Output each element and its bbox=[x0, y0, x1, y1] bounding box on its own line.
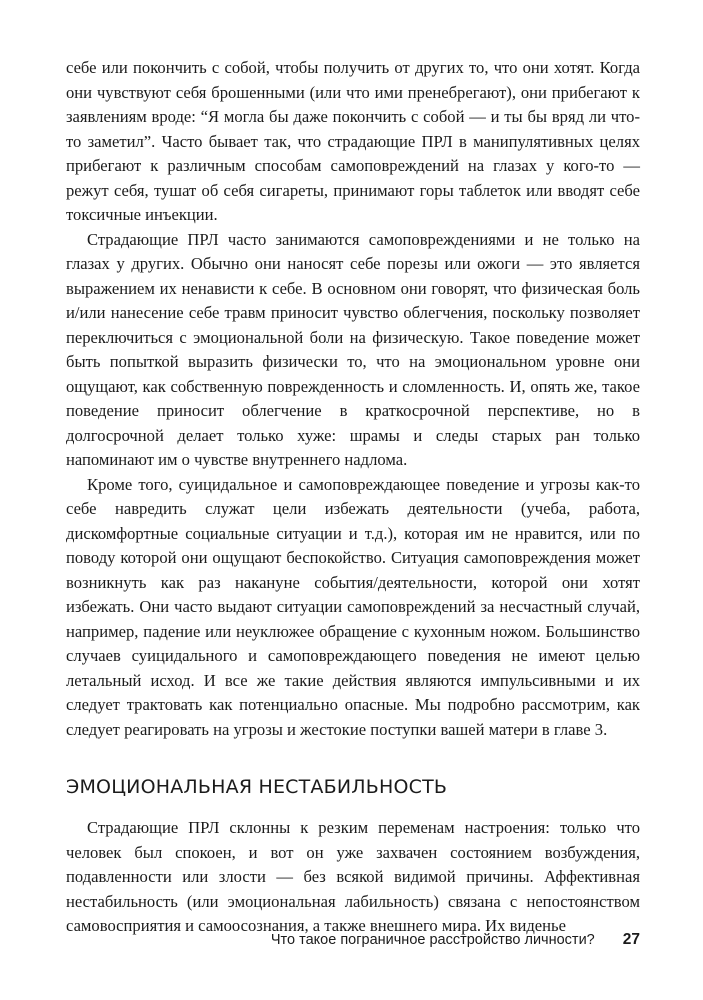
page-number: 27 bbox=[622, 931, 640, 948]
paragraph-continuation: себе или покончить с собой, чтобы получить от других то, что они хотят. Когда они чувствуют себя брошенными (или что ими пренебрегают), они прибегают к заявлениям вроде: “Я могла бы даже покончить с собой — и ты бы вряд ли что-то заметил”. Часто бывает так, что страдающие ПРЛ в манипулятивных целях прибегают к различным способам самоповреждений на глазах у кого-то — режут себя, тушат об себя сигареты, принимают горы таблеток или вводят себе токсичные инъекции. bbox=[66, 58, 640, 224]
paragraph-emotional-instability: Страдающие ПРЛ склонны к резким переменам настроения: только что человек был спокоен, и вот он уже захвачен состоянием возбуждения, подавленности или злости — без всякой видимой причины. Аффективная нестабильность (или эмоциональная лабильность) связана с непостоянством самовосприятия и самоосознания, а также внешнего мира. Их виденье bbox=[66, 818, 640, 935]
page-body bbox=[66, 56, 640, 939]
paragraph-avoidance: Кроме того, суицидальное и самоповреждающее поведение и угрозы как-то себе навредить служат цели избежать деятельности (учеба, работа, дискомфортные социальные ситуации и т.д.), которая им не нравится, или по поводу которой они ощущают беспокойство. Ситуация самоповреждения может возникнуть как раз накануне события/деятельности, которой они хотят избежать. Они часто выдают ситуации самоповреждений за несчастный случай, например, падение или неуклюжее обращение с кухонным ножом. Большинство случаев суицидального и самоповреждающего поведения не имеют целью летальный исход. И все же такие действия являются импульсивными и их следует трактовать как потенциально опасные. Мы подробно рассмотрим, как следует реагировать на угрозы и жестокие поступки вашей матери в главе 3. bbox=[66, 474, 640, 739]
section-heading: ЭМОЦИОНАЛЬНАЯ НЕСТАБИЛЬНОСТЬ bbox=[66, 776, 448, 798]
page-footer bbox=[66, 931, 640, 949]
paragraph-self-harm: Страдающие ПРЛ часто занимаются самоповреждениями и не только на глазах у других. Обычно они наносят себе порезы или ожоги — это является выражением их ненависти к себе. В основном они говорят, что физическая боль и/или нанесение себе травм приносит чувство облегчения, поскольку позволяет переключиться с эмоциональной боли на физическую. Такое поведение может быть попыткой выразить физически то, что на эмоциональном уровне они ощущают, как собственную поврежденность и сломленность. И, опять же, такое поведение приносит облегчение в краткосрочной перспективе, но в долгосрочной делает только хуже: шрамы и следы старых ран только напоминают им о чувстве внутреннего надлома. bbox=[66, 229, 640, 469]
running-title: Что такое пограничное расстройство личности? bbox=[270, 932, 595, 948]
